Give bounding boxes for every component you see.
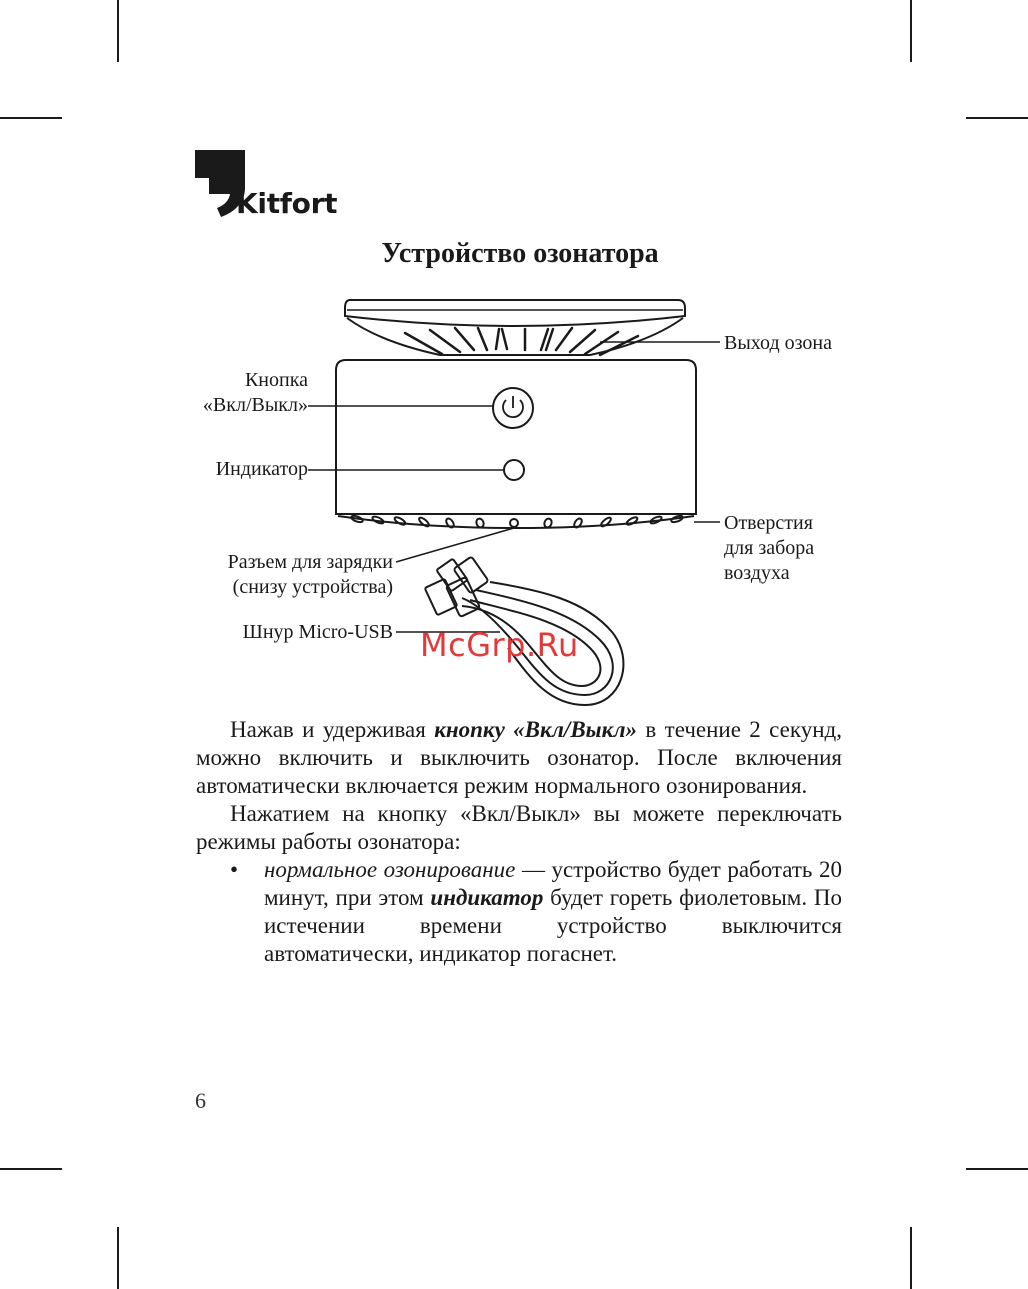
top-cap [345,300,685,355]
watermark: McGrp.Ru [420,626,579,664]
label-indicator: Индикатор [215,458,308,480]
paragraph: Нажав и удерживая кнопку «Вкл/Выкл» в течение 2 секунд, можно включить и выключить озонатор. После включения автоматически включается режим нормального озонирования. [196,717,842,798]
crop-mark [910,1227,912,1289]
crop-mark [0,1168,62,1170]
device-body [336,360,696,528]
page-number: 6 [195,1088,206,1113]
label-usb-cable: Шнур Micro-USB [242,621,393,643]
air-intake-vents [351,515,684,529]
instructions-text [196,716,842,968]
label-charging-port: Разъем для зарядки (снизу устройства) [227,551,393,598]
indicator-icon [504,460,524,480]
crop-mark [117,1227,119,1289]
paragraph: Нажатием на кнопку «Вкл/Выкл» вы можете переключать режимы работы озонатора: [196,801,842,854]
bullet-icon: • [230,857,239,882]
crop-mark [966,1168,1028,1170]
label-power-button: Кнопка «Вкл/Выкл» [202,369,308,416]
list-item: • нормальное озонирование — устройство будет работать 20 минут, при этом индикатор будет гореть фиолетовым. По истечении времени устройство выключится автоматически, индикатор погаснет. [230,857,842,966]
label-ozone-output: Выход озона [724,332,832,354]
page-title: Устройство озонатора [381,238,659,269]
power-button-icon [493,388,533,428]
label-air-intake: Отверстия для забора воздуха [724,512,815,584]
brand-name: Kitfort [236,187,338,220]
